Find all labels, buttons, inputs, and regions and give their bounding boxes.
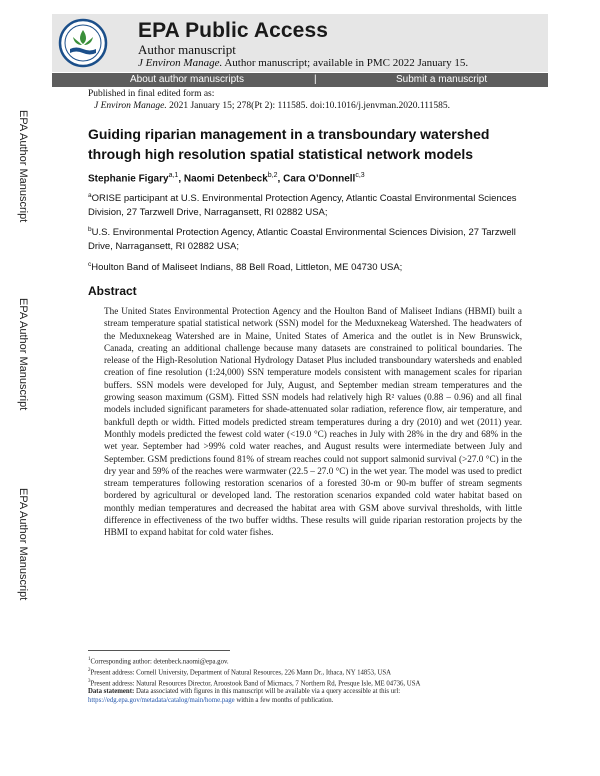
published-label: Published in final edited form as: [88,89,215,99]
author-sup: a,1 [168,172,179,179]
data-statement-text: Data associated with figures in this manuscript will be available via a query accessible at this url: [134,688,401,696]
affiliation-sup: c [88,261,92,268]
abstract-body: The United States Environmental Protection Agency and the Houlton Band of Maliseet Indians (HBMI) built a stream temperature spatial statistical network (SSN) model for the Meduxnekeag Watershed. The headwaters of the Meduxnekeag Watershed are in Maine, United States of America and the outlet is in New Brunswick, Canada, creating an additional challenge because many datasets are constrained to political boundaries. The release of the High-Resolution National Hydrology Dataset Plus included transboundary watersheds and enabled creation of fine resolution (1:24,000) SSN temperature models consistent with management scales for riparian buffers. SSN models were developed for July, August, and September median stream temperatures and the growing season maximum (GSM). Fitted SSN models had relatively high R² values (0.88 – 0.96) and all final models included significant parameters for shade-attenuated solar radiation, reference flow, air temperature, and bankfull depth or width. Fitted models predicted stream temperatures during a dry (2010) and wet (2011) year. Monthly models predicted the fewest cold water (<19.0 °C) reaches in July with 28% in the dry and 68% in the wet year. September had >99% cold water reaches, and August results were intermediate between July and September. GSM predictions found 81% of stream reaches could not support salmonid survival (>27.0 °C) in the dry year and 59% of the reaches were warmwater (22.5 – 27.0 °C) in the wet year. The model was used to predict stream temperatures following restoration scenarios of a forested 30-m or 90-m buffer of stream segments bordered by agricultural or developed land. The restoration scenarios expanded cold water habitat based on monthly median temperatures and decreased the habitat area with GSM above survival thresholds, with little difference in effectiveness of the two buffer widths. These results will guide riparian restoration projects by the HBMI to expand habitat for cold water fishes. [104,306,522,538]
footnote [88,667,524,678]
submit-manuscript-link[interactable]: Submit a manuscript [396,74,488,85]
journal-name: J Environ Manage. [138,57,223,69]
data-url-link[interactable]: https://edg.epa.gov/metadata/catalog/main/home.page [88,696,235,704]
affiliation-sup: b [88,226,92,233]
page-title: EPA Public Access [138,19,329,42]
epa-header [52,14,548,72]
affiliation-text: ORISE participant at U.S. Environmental Protection Agency, Atlantic Coastal Environmental Sciences Division, 27 Tarzwell Drive, Narragansett, RI 02882 USA; [88,193,517,219]
side-label-epa-author-manuscript: EPA Author Manuscript [17,110,29,223]
footnote-sup: 1 [88,657,91,662]
side-label-epa-author-manuscript: EPA Author Manuscript [17,298,29,411]
citation-details: 2021 January 15; 278(Pt 2): 111585. doi:10.1016/j.jenvman.2020.111585. [166,101,451,111]
footnote-sup: 2 [88,667,91,673]
footnote-divider [88,650,230,651]
author-name: Stephanie Figary [88,173,169,185]
footnote-text: Corresponding author: detenbeck.naomi@epa.gov. [90,658,229,666]
affiliation [88,223,518,254]
article-title: Guiding riparian management in a transboundary watershed through high resolution spatial statistical network models [88,126,490,162]
abstract-heading: Abstract [88,284,137,298]
affiliation [88,189,518,220]
footnote-sup: 3 [88,678,91,684]
footnote-text: Present address: Natural Resources Director, Aroostook Band of Micmacs, 7 Northern Rd, Presque Isle, ME 04736, USA [90,679,421,687]
data-statement-after: within a few months of publication. [234,696,334,704]
epa-logo-icon [58,18,108,68]
side-label-epa-author-manuscript: EPA Author Manuscript [17,488,29,601]
footnote [88,656,524,667]
publication-info [88,88,450,112]
citation-journal: J Environ Manage. [94,101,167,111]
author-name: Naomi Detenbeck [183,173,268,185]
footnotes [88,656,524,705]
nav-separator: | [314,74,317,85]
affiliation-text: Houlton Band of Maliseet Indians, 88 Bell Road, Littleton, ME 04730 USA; [91,262,403,274]
footnote [88,678,524,689]
availability-text: Author manuscript; available in PMC 2022 January 15. [222,57,469,69]
affiliation-text: U.S. Environmental Protection Agency, Atlantic Coastal Environmental Sciences Division, 27 Tarzwell Drive, Narragansett, RI 02882 USA; [88,227,516,253]
author-list: Stephanie Figary$^{a,1}$, Naomi Detenbeck$^{b,2}$, Cara O’Donnell$^{c,3}$ [88,172,365,185]
nav-bar [52,73,548,87]
about-author-manuscripts-link[interactable]: About author manuscripts [130,74,244,85]
author-sup: c,3 [355,172,365,179]
affiliation [88,258,518,275]
affiliation-sup: a [88,192,92,199]
journal-availability [138,57,468,69]
author-sup: b,2 [267,172,278,179]
data-statement [88,688,524,705]
author-name: Cara O’Donnell [283,173,356,185]
data-statement-label: Data statement: [88,688,135,696]
manuscript-label: Author manuscript [138,42,236,57]
footnote-text: Present address: Cornell University, Department of Natural Resources, 226 Mann Dr., Ithaca, NY 14853, USA [90,669,392,677]
citation [88,100,450,112]
